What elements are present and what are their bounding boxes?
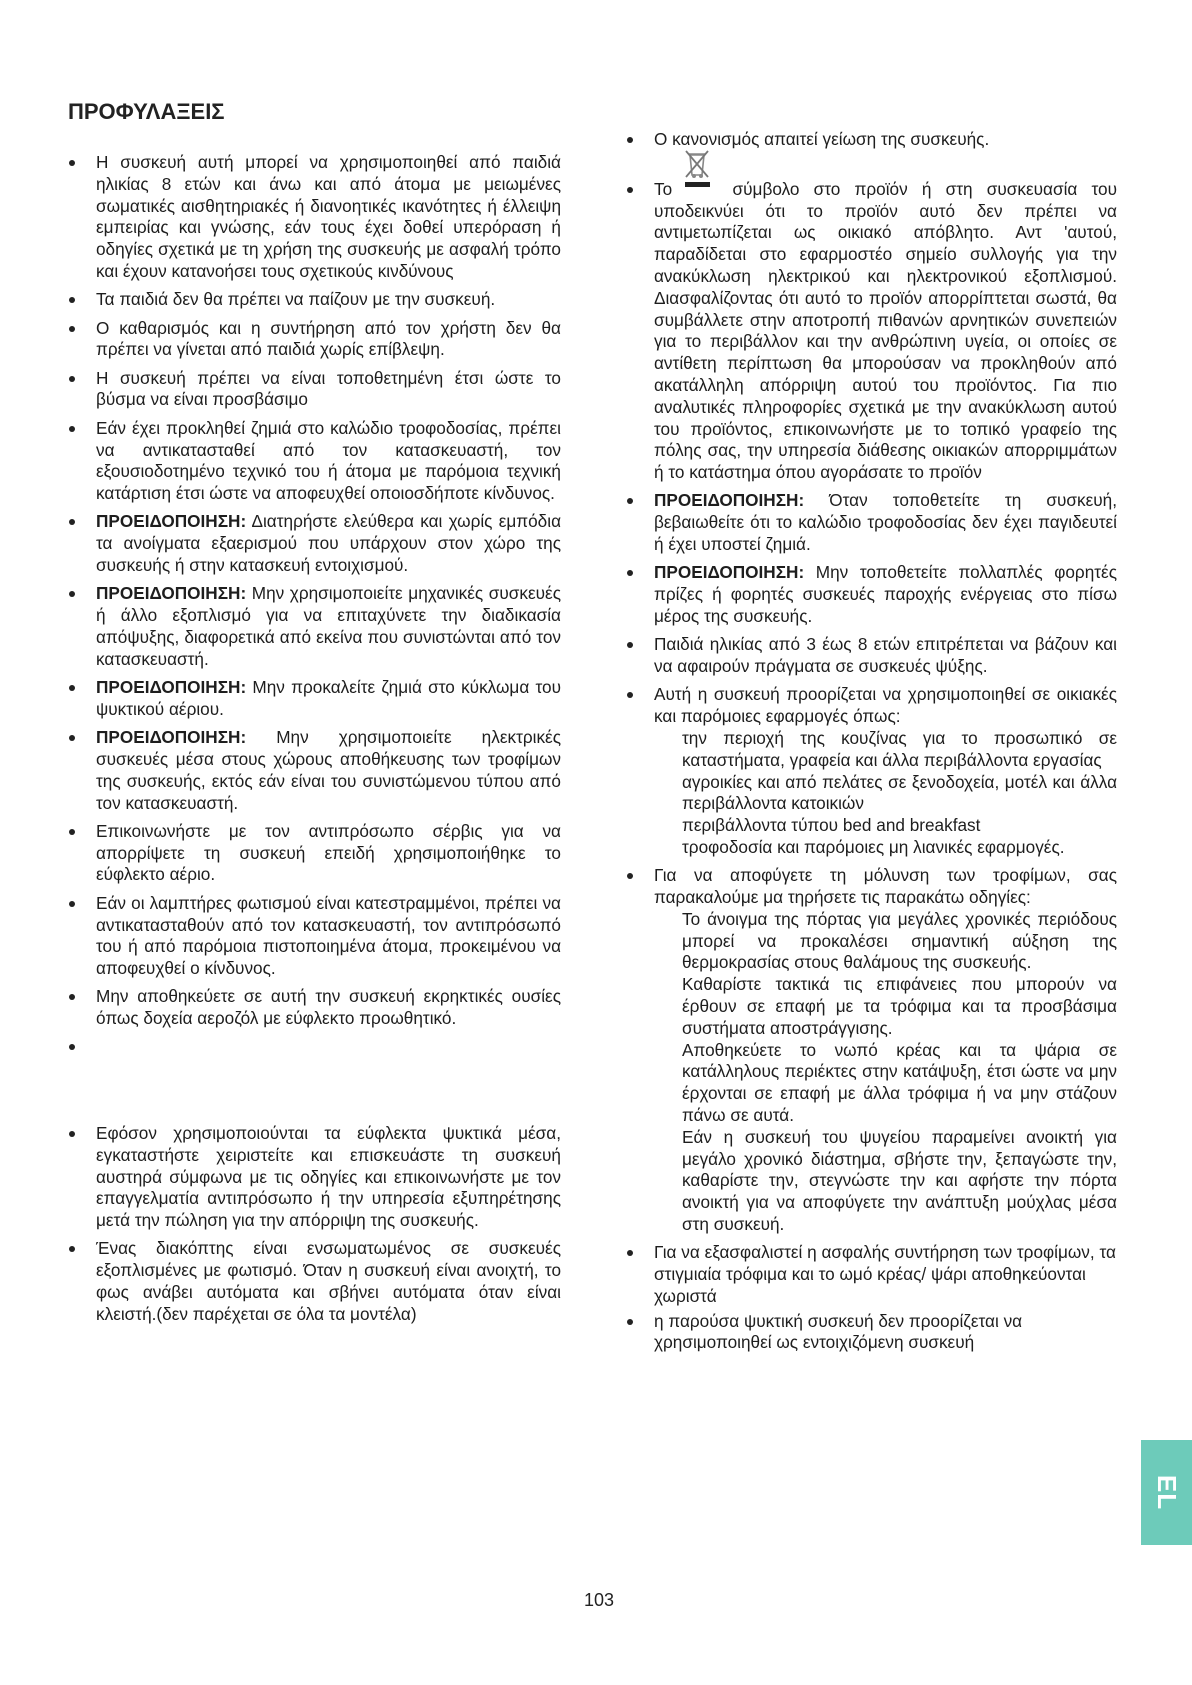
warning-label: ΠΡΟΕΙΔΟΠΟΙΗΣΗ: — [96, 511, 247, 532]
sub-item: αγροικίες και από πελάτες σε ξενοδοχεία, μοτέλ και άλλα περιβάλλοντα κατοικιών — [682, 771, 1117, 814]
item-text: Εάν οι λαμπτήρες φωτισμού είναι κατεστραμμένοι, πρέπει να αντικατασταθούν από τον κατασκευαστή, τον αντιπρόσωπό του ή από παρόμοια πιστοποιημένα άτομα, προκειμένου να αποφευχθεί ο κίνδυνος. — [96, 892, 561, 979]
item-text: Επικοινωνήστε με τον αντιπρόσωπο σέρβις για να απορρίψετε τη συσκευή επειδή χρησιμοποιήθηκε το εύφλεκτο αέριο. — [96, 820, 561, 885]
bullet-item — [96, 289, 561, 311]
bullet-item — [654, 129, 1117, 151]
item-text: σύμβολο στο προϊόν ή στη συσκευασία του υποδεικνύει ότι το προϊόν αυτό δεν πρέπει να αντιμετωπίζεται ως οικιακό απόβλητο. Αντ 'αυτού, παραδίδεται στο εφαρμοστέο σημείο συλλογής για την ανακύκλωση ηλεκτρικού και ηλεκτρονικού εξοπλισμού. Διασφαλίζοντας ότι αυτό το προϊόν απορρίπτεται σωστά, θα συμβάλλετε στην αποτροπή πιθανών αρνητικών συνεπειών για το περιβάλλον και την ανθρώπινη υγεία, οι οποίες σε αντίθετη περίπτωση θα μπορούσαν να προκληθούν από ακατάλληλη απόρριψη αυτού του προϊόντος. Για πιο αναλυτικές πληροφορίες σχετικά με την ανακύκλωση αυτού του προϊόντος, επικοινωνήστε με το τοπικό γραφείο της πόλης σας, την υπηρεσία διάθεσης οικιακών απορριμμάτων ή το κατάστημα όπου αγοράσατε το προϊόν — [654, 178, 1117, 483]
left-column-list — [96, 152, 561, 1332]
bullet-item — [96, 368, 561, 412]
sub-item: Καθαρίστε τακτικά τις επιφάνειες που μπορούν να έρθουν σε επαφή με τα τρόφιμα και τα προσβάσιμα συστήματα αποστράγγισης. — [682, 974, 1117, 1038]
item-text: Ο κανονισμός απαιτεί γείωση της συσκευής. — [654, 129, 990, 149]
warning-label: ΠΡΟΕΙΔΟΠΟΙΗΣΗ: — [654, 490, 805, 511]
bullet-item — [96, 418, 561, 505]
language-tab-label: EL — [1151, 1474, 1182, 1511]
bullet-item — [96, 821, 561, 886]
item-text: Ένας διακόπτης είναι ενσωματωμένος σε συσκευές εξοπλισμένες με φωτισμό. Όταν η συσκευή είναι ανοιχτή, το φως ανάβει αυτόματα και σβήνει αυτόματα όταν είναι κλειστή.(δεν παρέχεται σε όλα τα μοντέλα) — [96, 1238, 561, 1324]
page-number: 103 — [584, 1590, 615, 1610]
item-text: Εάν έχει προκληθεί ζημιά στο καλώδιο τροφοδοσίας, πρέπει να αντικατασταθεί από τον κατασκευαστή, τον εξουσιοδοτημένο τεχνικό του ή άτομα με παρόμοια τεχνική κατάρτιση έτσι ώστε να αποφευχθεί οποιοσδήποτε κίνδυνος. — [96, 417, 561, 504]
bullet-item — [654, 490, 1117, 555]
item-text: Η συσκευή πρέπει να είναι τοποθετημένη έτσι ώστε το βύσμα να είναι προσβάσιμο — [96, 367, 561, 410]
sub-item: Εάν η συσκευή του ψυγείου παραμείνει ανοικτή για μεγάλο χρονικό διάστημα, σβήστε την, ξεπαγώστε την, καθαρίστε την, στεγνώστε την και αφήστε την πόρτα ανοικτή για να αποφύγετε την ανάπτυξη μούχλας μέσα στη συσκευή. — [682, 1126, 1117, 1234]
section-heading: ΠΡΟΦΥΛΑΞΕΙΣ — [68, 99, 225, 124]
bullet-item — [654, 865, 1117, 1236]
item-text: Εφόσον χρησιμοποιούνται τα εύφλεκτα ψυκτικά μέσα, εγκαταστήστε χειριστείτε και επισκευάστε τη συσκευή αυστηρά σύμφωνα με τις οδηγίες και επικοινωνήστε με τον επαγγελματία αντιπρόσωπο ή την υπηρεσία εξυπηρέτησης μετά την πώληση για την απόρριψη της συσκευής. — [96, 1122, 561, 1231]
bullet-item — [96, 893, 561, 980]
sub-item: την περιοχή της κουζίνας για το προσωπικό σε καταστήματα, γραφεία και άλλα περιβάλλοντα εργασίας — [682, 727, 1117, 770]
item-text: Ο καθαρισμός και η συντήρηση από τον χρήστη δεν θα πρέπει να γίνεται από παιδιά χωρίς επίβλεψη. — [96, 317, 561, 360]
sub-item: Το άνοιγμα της πόρτας για μεγάλες χρονικές περιόδους μπορεί να προκαλέσει σημαντική αύξηση της θερμοκρασίας στους θαλάμους της συσκευής. — [682, 908, 1117, 973]
bullet-item — [96, 318, 561, 362]
bullet-item — [96, 1036, 561, 1116]
bullet-item — [654, 179, 1117, 484]
sub-item: Αποθηκεύετε το νωπό κρέας και τα ψάρια σε κατάλληλους περιέκτες στην κατάψυξη, έτσι ώστε να μην έρχονται σε επαφή με άλλα τρόφιμα ή να μην στάζουν πάνω σε αυτά. — [682, 1039, 1117, 1125]
item-text: Μην χρησιμοποιείτε μηχανικές συσκευές ή άλλο εξοπλισμό για να επιταχύνετε την διαδικασία απόψυξης, διαφορετικά από εκείνα που συνιστώνται από τον κατασκευαστή. — [96, 583, 561, 669]
bullet-item — [96, 1123, 561, 1232]
bullet-item — [96, 511, 561, 576]
bullet-item — [96, 152, 561, 283]
item-text: Για να αποφύγετε τη μόλυνση των τροφίμων, σας παρακαλούμε μα τηρήσετε τις παρακάτω οδηγίες: — [654, 865, 1117, 907]
bullet-item — [96, 677, 561, 721]
warning-label: ΠΡΟΕΙΔΟΠΟΙΗΣΗ: — [96, 583, 247, 604]
bullet-item — [654, 634, 1117, 678]
bullet-item — [96, 986, 561, 1030]
warning-label: ΠΡΟΕΙΔΟΠΟΙΗΣΗ: — [96, 727, 247, 748]
item-text: Παιδιά ηλικίας από 3 έως 8 ετών επιτρέπεται να βάζουν και να αφαιρούν πράγματα σε συσκευές ψύξης. — [654, 634, 1117, 677]
bullet-item — [96, 583, 561, 670]
bullet-item — [654, 1242, 1117, 1307]
item-text: Μην τοποθετείτε πολλαπλές φορητές πρίζες ή φορητές συσκευές παροχής ενέργειας στο πίσω μέρος της συσκευής. — [654, 562, 1117, 626]
item-text: Αυτή η συσκευή προορίζεται να χρησιμοποιηθεί σε οικιακές και παρόμοιες εφαρμογές όπως: — [654, 684, 1117, 727]
sub-item: περιβάλλοντα τύπου bed and breakfast — [682, 815, 981, 836]
item-text: Μην χρησιμοποιείτε ηλεκτρικές συσκευές μέσα στους χώρους αποθήκευσης των τροφίμων της συσκευής, εκτός εάν είναι του συνιστώμενου τύπου από τον κατασκευαστή. — [96, 727, 561, 813]
item-text: Διατηρήστε ελεύθερα και χωρίς εμπόδια τα ανοίγματα εξαερισμού που υπάρχουν στον χώρο της συσκευής ή στην κατασκευή εντοιχισμού. — [96, 511, 562, 576]
sub-item: τροφοδοσία και παρόμοιες μη λιανικές εφαρμογές. — [682, 836, 1065, 857]
item-text: Για να εξασφαλιστεί η ασφαλής συντήρηση των τροφίμων, τα στιγμιαία τρόφιμα και το ωμό κρέας/ ψάρι αποθηκεύονται χωριστά — [654, 1242, 1116, 1306]
item-text: Μην αποθηκεύετε σε αυτή την συσκευή εκρηκτικές ουσίες όπως δοχεία αεροζόλ με εύφλεκτο προωθητικό. — [96, 986, 561, 1029]
bullet-item — [654, 1311, 1117, 1355]
item-text: η παρούσα ψυκτική συσκευή δεν προορίζεται να χρησιμοποιηθεί ως εντοιχιζόμενη συσκευή — [654, 1310, 1023, 1353]
bullet-item — [96, 727, 561, 814]
weee-crossed-bin-icon — [682, 149, 712, 189]
item-text: Η συσκευή αυτή μπορεί να χρησιμοποιηθεί από παιδιά ηλικίας 8 ετών και άνω και από άτομα με μειωμένες σωματικές αισθητηριακές ή διανοητικές ικανότητες ή έλλειψη εμπειρίας και γνώσης, εάν τους έχει δοθεί υπερόραση ή οδηγίες σχετικά με τη χρήση της συσκευής με ασφαλή τρόπο και έχουν κατανοήσει τους σχετικούς κινδύνους — [96, 152, 561, 281]
language-tab — [1141, 1440, 1192, 1545]
right-column-list — [654, 129, 1117, 1357]
bullet-item — [654, 562, 1117, 627]
bullet-item — [654, 684, 1117, 858]
item-prefix: Το — [654, 178, 673, 199]
warning-label: ΠΡΟΕΙΔΟΠΟΙΗΣΗ: — [654, 562, 805, 583]
warning-label: ΠΡΟΕΙΔΟΠΟΙΗΣΗ: — [96, 677, 247, 698]
item-text: Μην προκαλείτε ζημιά στο κύκλωμα του ψυκτικού αέριου. — [96, 677, 561, 719]
bullet-item — [96, 1238, 561, 1325]
item-text: Όταν τοποθετείτε τη συσκευή, βεβαιωθείτε ότι το καλώδιο τροφοδοσίας δεν έχει παγιδευτεί ή έχει υποστεί ζημιά. — [654, 490, 1117, 555]
item-text: Τα παιδιά δεν θα πρέπει να παίζουν με την συσκευή. — [96, 289, 496, 310]
